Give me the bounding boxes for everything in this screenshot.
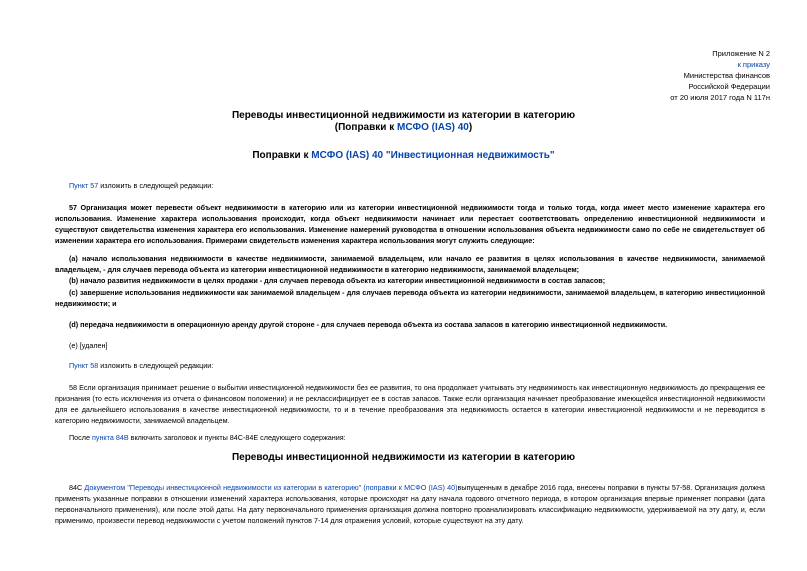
p58-body: 58 Если организация принимает решение о выбытии инвестиционной недвижимости без ее развития, то она продолжает учитывать эту недвижимость как инвестиционную недвижимость до прекращения ее признания (то есть исключения из отчета о финансовом положении) и не реклассифицирует ее в состав запасов. Также если организация начинает преобразование имеющейся инвестиционной недвижимости для ее дальнейшего использования в качестве инвестиционной недвижимости, то и в течение преобразования эта недвижимость остается в категории инвестиционной недвижимости и не переводится в категорию недвижимости, занимаемой владельцем.: [55, 383, 765, 425]
p84-intro: После пункта 84В включить заголовок и пункты 84С-84Е следующего содержания:: [69, 433, 346, 442]
order-link[interactable]: к приказу: [737, 60, 770, 69]
p84b-link[interactable]: пункта 84В: [91, 433, 129, 442]
appendix-line: Министерства финансов: [683, 71, 770, 80]
p57-item-d: (d) передача недвижимости в операционную аренду другой стороне - для случаев перевода объекта из состава запасов в категорию инвестиционной недвижимости.: [69, 320, 668, 329]
appendix-line: Российской Федерации: [688, 82, 770, 91]
ias40-standard-link[interactable]: МСФО (IAS) 40 "Инвестиционная недвижимость": [311, 150, 555, 161]
ias40-link[interactable]: МСФО (IAS) 40: [396, 122, 469, 133]
p57-intro: Пункт 57 изложить в следующей редакции:: [69, 181, 214, 190]
section-heading: Переводы инвестиционной недвижимости из категории в категорию: [231, 452, 576, 463]
p57-item-c: (c) завершение использования недвижимости как занимаемой владельцем - для случаев перевода объекта из категории недвижимости, занимаемой владельцем, в категорию инвестиционной недвижимости; и: [55, 288, 765, 308]
amendments-subtitle: Поправки к МСФО (IAS) 40 "Инвестиционная недвижимость": [252, 150, 555, 161]
amendment-document-link[interactable]: Документом "Переводы инвестиционной недвижимости из категории в категорию" (поправки к МСФО (IAS) 40): [84, 483, 458, 492]
p57-body: 57 Организация может перевести объект недвижимости в категорию или из категории инвестиционной недвижимости тогда и только тогда, когда имеет место изменение характера его использования. Изменение характера использования происходит, когда объект недвижимости начинает или перестает соответствовать определению инвестиционной недвижимости и существуют свидетельства изменения характера его использования. Изменение намерений руководства в отношении использования объекта недвижимости само по себе не свидетельствует об изменении характера его использования. Примерами свидетельств изменения характера использования могут служить следующие:: [55, 203, 765, 245]
document-title: Переводы инвестиционной недвижимости из категории в категорию (Поправки к МСФО (IAS) 40): [231, 110, 576, 133]
p58-intro: Пункт 58 изложить в следующей редакции:: [69, 361, 214, 370]
p84c-body: 84С Документом "Переводы инвестиционной недвижимости из категории в категорию" (поправки к МСФО (IAS) 40)выпущенным в декабре 2016 года, внесены поправки в пункты 57-58. Организация должна применять указанные поправки в отношении изменений характера использования, которые происходят на дату начала годового отчетного периода, в котором организация впервые применяет поправки (дата первоначального применения), или после этой даты. На дату первоначального применения организация должна повторно проанализировать классификацию недвижимости, удерживаемой на эту дату, и, если применимо, произвести перевод недвижимости с учетом положений пунктов 7-14 для отражения условий, которые существуют на эту дату.: [55, 483, 766, 525]
p57-item-b: (b) начало развития недвижимости в целях продажи - для случаев перевода объекта из категории инвестиционной недвижимости в состав запасов;: [69, 276, 606, 285]
appendix-line: от 20 июля 2017 года N 117н: [670, 93, 770, 102]
p57-item-e: (e) [удален]: [69, 341, 108, 350]
p58-link[interactable]: Пункт 58: [69, 361, 99, 370]
appendix-line: Приложение N 2: [712, 49, 770, 58]
p57-item-a: (a) начало использования недвижимости в качестве недвижимости, занимаемой владельцем, или начало ее развития в целях использования в качестве недвижимости, занимаемой владельцем, - для случаев перевода объекта из категории инвестиционной недвижимости в категорию недвижимости, занимаемой владельцем;: [55, 254, 765, 274]
p57-link[interactable]: Пункт 57: [69, 181, 99, 190]
appendix-block: [670, 48, 770, 103]
